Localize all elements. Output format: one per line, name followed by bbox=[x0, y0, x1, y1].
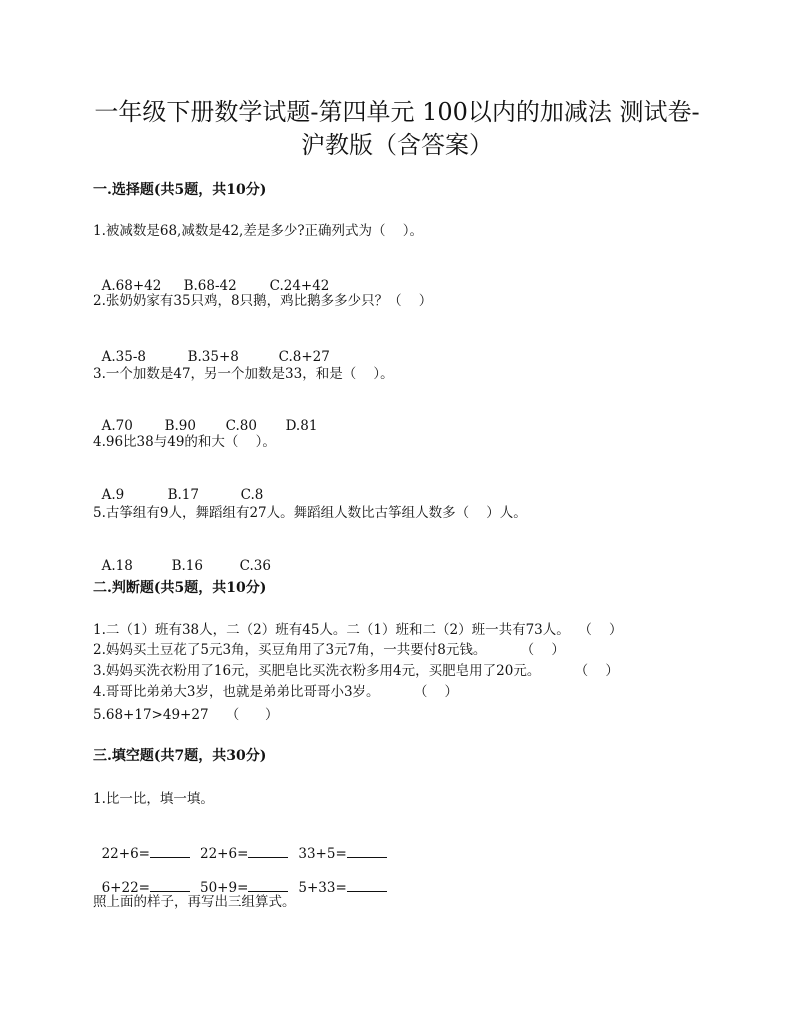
equation: 22+6= bbox=[199, 846, 249, 862]
section1-heading: 一.选择题(共5题，共10分) bbox=[93, 182, 267, 198]
option-c: C.24+42 bbox=[269, 278, 330, 294]
option-b: B.68-42 bbox=[183, 278, 237, 294]
option-a: A.18 bbox=[101, 558, 133, 574]
option-c: C.8 bbox=[240, 487, 264, 503]
tf-item-5: 5.68+17>49+27 （ ） bbox=[93, 707, 279, 723]
mc-question-5: 5.古筝组有9人，舞蹈组有27人。舞蹈组人数比古筝组人数多（ ）人。 bbox=[93, 505, 527, 521]
section2-heading: 二.判断题(共5题，共10分) bbox=[93, 580, 267, 596]
document-title-line1: 一年级下册数学试题-第四单元 100以内的加减法 测试卷- bbox=[94, 98, 700, 126]
equation: 6+22= bbox=[101, 880, 150, 896]
answer-blank[interactable] bbox=[150, 877, 190, 892]
fill-note: 照上面的样子，再写出三组算式。 bbox=[93, 894, 296, 910]
option-b: B.16 bbox=[171, 558, 203, 574]
equation: 22+6= bbox=[101, 846, 150, 862]
option-c: C.80 bbox=[225, 418, 257, 434]
option-c: C.8+27 bbox=[278, 349, 330, 365]
option-a: A.68+42 bbox=[101, 278, 162, 294]
answer-blank[interactable] bbox=[347, 877, 387, 892]
document-title-line2: 沪教版（含答案） bbox=[301, 131, 493, 159]
equation: 50+9= bbox=[199, 880, 249, 896]
option-a: A.35-8 bbox=[101, 349, 146, 365]
answer-blank[interactable] bbox=[150, 843, 190, 858]
mc-question-4: 4.96比38与49的和大（ ）。 bbox=[93, 434, 276, 450]
mc-options-1 bbox=[93, 259, 329, 295]
tf-item-1: 1.二（1）班有38人，二（2）班有45人。二（1）班和二（2）班一共有73人。 （ ） bbox=[93, 622, 623, 638]
fill-row-1 bbox=[93, 825, 397, 863]
section3-heading: 三.填空题(共7题，共30分) bbox=[93, 748, 267, 764]
answer-blank[interactable] bbox=[248, 877, 288, 892]
equation: 33+5= bbox=[298, 846, 347, 862]
fill-question-1: 1.比一比，填一填。 bbox=[93, 791, 214, 807]
equation: 5+33= bbox=[298, 880, 347, 896]
tf-item-4: 4.哥哥比弟弟大3岁，也就是弟弟比哥哥小3岁。 （ ） bbox=[93, 684, 459, 700]
tf-item-2: 2.妈妈买土豆花了5元3角，买豆角用了3元7角，一共要付8元钱。 （ ） bbox=[93, 642, 565, 658]
mc-options-2 bbox=[93, 330, 330, 366]
mc-options-5 bbox=[93, 539, 271, 575]
option-b: B.17 bbox=[167, 487, 199, 503]
option-b: B.35+8 bbox=[187, 349, 239, 365]
option-d: D.81 bbox=[285, 418, 318, 434]
mc-question-1: 1.被减数是68,减数是42,差是多少?正确列式为（ ）。 bbox=[93, 223, 423, 239]
tf-item-3: 3.妈妈买洗衣粉用了16元，买肥皂比买洗衣粉多用4元，买肥皂用了20元。 （ ） bbox=[93, 663, 619, 679]
answer-blank[interactable] bbox=[347, 843, 387, 858]
option-a: A.9 bbox=[101, 487, 125, 503]
option-c: C.36 bbox=[239, 558, 271, 574]
mc-question-2: 2.张奶奶家有35只鸡，8只鹅，鸡比鹅多多少只？（ ） bbox=[93, 293, 433, 309]
mc-question-3: 3.一个加数是47，另一个加数是33，和是（ ）。 bbox=[93, 366, 394, 382]
fill-row-2 bbox=[93, 859, 397, 897]
mc-options-4 bbox=[93, 468, 263, 504]
answer-blank[interactable] bbox=[248, 843, 288, 858]
option-b: B.90 bbox=[164, 418, 196, 434]
mc-options-3 bbox=[93, 399, 317, 435]
option-a: A.70 bbox=[101, 418, 133, 434]
